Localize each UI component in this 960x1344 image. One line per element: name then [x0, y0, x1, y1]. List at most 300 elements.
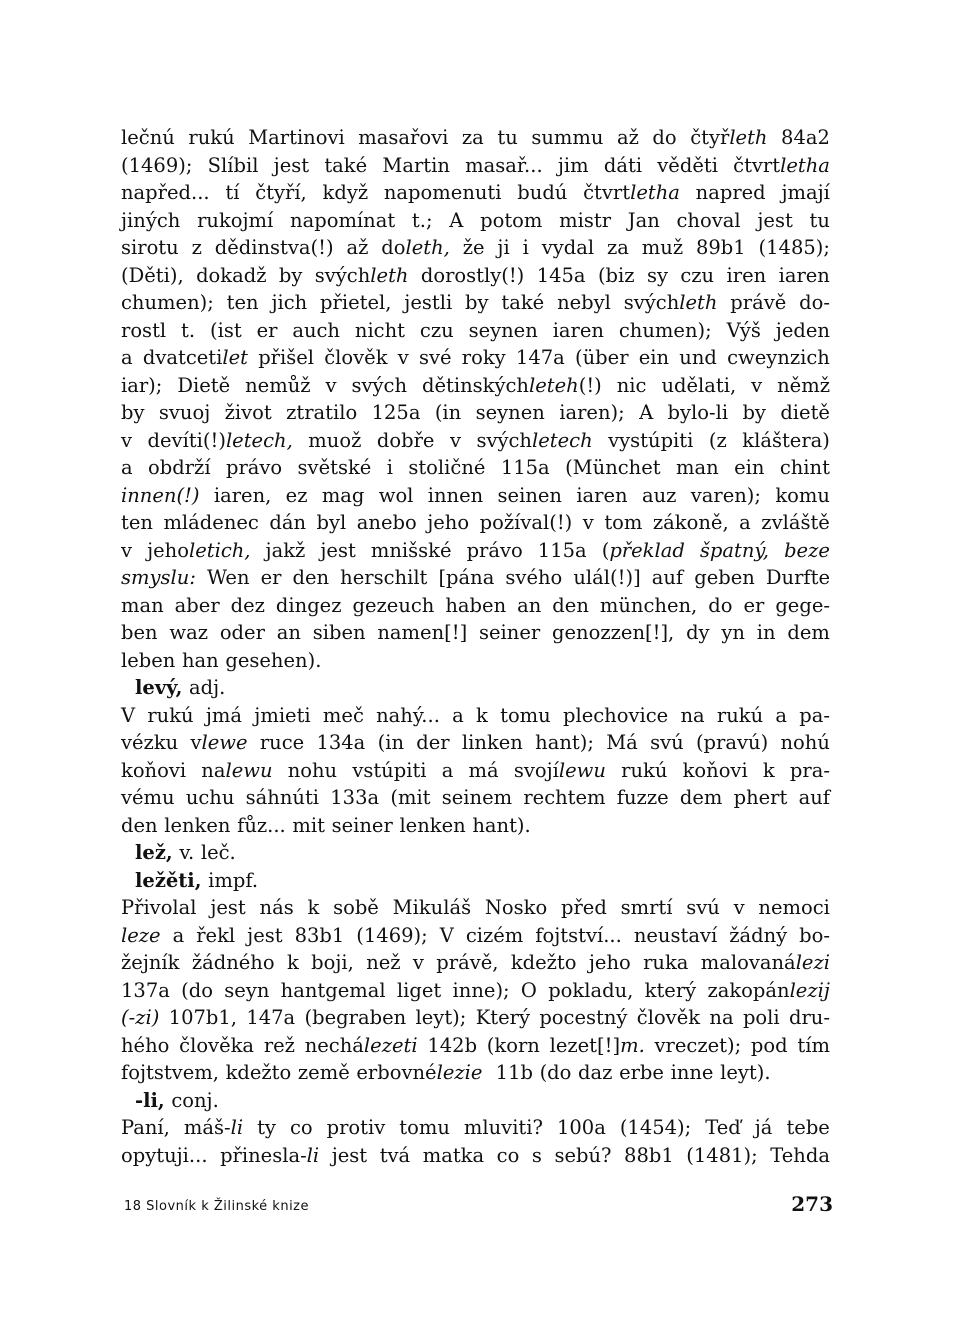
- word: herschilt: [340, 566, 428, 589]
- word: pocestný: [539, 1006, 628, 1029]
- word: hého: [121, 1033, 170, 1057]
- word: lezet[!]m.: [549, 1033, 645, 1057]
- word: (Děti),: [121, 263, 184, 287]
- word: že: [462, 236, 485, 259]
- word: rechtem: [523, 786, 606, 809]
- word: seinen: [497, 483, 562, 507]
- word: přinesla-li: [220, 1143, 320, 1167]
- word: dietě: [780, 401, 830, 424]
- word: řekl: [196, 923, 236, 947]
- word: smyslu:: [121, 566, 196, 589]
- word: ein: [638, 346, 670, 369]
- word: Přivolal: [121, 896, 197, 919]
- word: lewu: [225, 758, 273, 782]
- word: leth: [679, 291, 718, 314]
- word: fojtstvem,: [121, 1061, 219, 1084]
- word: anebo: [356, 511, 417, 534]
- word: a: [775, 703, 788, 727]
- word: bo-: [799, 923, 830, 947]
- word: a: [172, 923, 185, 947]
- word: man: [676, 456, 719, 479]
- text-line: [121, 454, 830, 482]
- word: svú: [686, 896, 720, 919]
- word: let: [222, 346, 248, 369]
- word: adj.: [189, 676, 226, 699]
- text-line: [121, 619, 830, 647]
- entry-headword-line: [121, 839, 830, 867]
- word: právě,: [436, 951, 499, 974]
- word: auch: [292, 318, 340, 342]
- text-line: [121, 592, 830, 620]
- dictionary-text-block: [121, 124, 830, 1169]
- text-line: [121, 317, 830, 345]
- word: (do: [181, 978, 213, 1002]
- word: Jan: [627, 208, 660, 232]
- word: tebe: [786, 1116, 830, 1139]
- word: innen(!): [121, 483, 200, 507]
- word: pra-: [789, 758, 830, 782]
- word: rukú: [716, 703, 764, 727]
- word: jest: [331, 1143, 368, 1167]
- word: fuzze: [616, 786, 669, 809]
- text-line: [121, 729, 830, 757]
- word: Tehda: [770, 1143, 830, 1167]
- word: (1485);: [758, 236, 830, 259]
- word: dobře: [376, 428, 435, 452]
- word: v.: [179, 841, 195, 864]
- word: iaren: [576, 483, 628, 507]
- word: napřed...: [121, 181, 210, 204]
- word: iaren: [552, 318, 604, 342]
- word: hant);: [535, 731, 594, 754]
- word: inne);: [452, 978, 510, 1002]
- word: (-zi): [121, 1006, 160, 1029]
- word: cizém: [465, 923, 524, 947]
- word: co: [289, 1116, 313, 1139]
- word: waz: [169, 621, 208, 644]
- text-line: [121, 482, 830, 510]
- word: Teď: [705, 1116, 741, 1139]
- word: ten: [121, 511, 153, 534]
- word: vlewe: [190, 731, 248, 754]
- word: k: [307, 896, 320, 919]
- word: lečnú: [121, 126, 175, 149]
- word: seiner: [331, 813, 393, 837]
- word: by: [465, 291, 489, 314]
- word: jeden: [775, 318, 830, 342]
- text-line: [121, 702, 830, 730]
- word: nemoci: [758, 896, 830, 919]
- word: impf.: [208, 868, 259, 892]
- word: (1481);: [686, 1143, 758, 1167]
- word: jmá: [205, 703, 243, 727]
- word: by: [278, 263, 303, 287]
- word: auz: [641, 483, 677, 507]
- word: vézku: [121, 731, 179, 754]
- word: jest: [757, 208, 793, 232]
- word: by: [742, 401, 766, 424]
- word: jeho: [588, 951, 631, 974]
- word: und: [679, 346, 717, 369]
- word: chint: [779, 456, 830, 479]
- word: zákoně,: [652, 511, 729, 534]
- text-line: [121, 289, 830, 317]
- word: mnišské: [370, 538, 452, 562]
- text-line: [121, 372, 830, 400]
- word: 142b: [427, 1033, 478, 1057]
- word: Nosko: [484, 896, 548, 919]
- word: dru-: [788, 1006, 830, 1029]
- word: Paní,: [121, 1116, 170, 1139]
- word: lezij: [789, 978, 830, 1002]
- word: tomu: [399, 1116, 450, 1139]
- word: čtyří,: [255, 181, 307, 204]
- word: dem: [679, 786, 723, 809]
- word: man: [121, 593, 164, 617]
- word: masařovi: [358, 126, 449, 149]
- word: rostl: [121, 318, 167, 342]
- word: v: [751, 373, 763, 397]
- footer-signature: 18 Slovník k Žilinské knize: [124, 1199, 310, 1214]
- word: člověk: [636, 1006, 701, 1029]
- word: Má: [606, 731, 638, 754]
- word: v: [449, 428, 461, 452]
- word: nás: [259, 896, 294, 919]
- text-line: [121, 1059, 830, 1087]
- word: 100a: [556, 1116, 606, 1139]
- word: choval: [676, 208, 741, 232]
- word: napred: [695, 181, 766, 204]
- word: věděti: [657, 153, 718, 177]
- word: dez: [230, 593, 265, 617]
- word: než: [366, 951, 401, 974]
- word: (Münchet: [565, 456, 661, 479]
- word: malovanálezi: [700, 951, 830, 974]
- word: jim: [557, 153, 589, 177]
- word: nechálezeti: [304, 1033, 418, 1057]
- word: ben: [121, 621, 158, 644]
- word: jmají: [781, 181, 830, 204]
- word: muož: [308, 428, 362, 452]
- word: budú: [517, 181, 568, 204]
- word: (begraben: [304, 1006, 407, 1029]
- word: právě: [730, 291, 787, 314]
- word: k: [286, 951, 299, 974]
- word: rukú: [188, 126, 235, 149]
- word: (!): [578, 373, 602, 397]
- word: er: [743, 593, 765, 617]
- word: sebú?: [554, 1143, 612, 1167]
- word: li: [230, 1116, 244, 1139]
- word: (korn: [486, 1033, 540, 1057]
- text-line: [121, 207, 830, 235]
- word: právo: [466, 538, 523, 562]
- word: auf: [651, 566, 684, 589]
- word: napomínat: [290, 208, 396, 232]
- word: leze: [121, 923, 161, 947]
- word: ez: [285, 483, 308, 507]
- word: nicht: [354, 318, 406, 342]
- word: (1469);: [356, 923, 428, 947]
- word: obdrží: [148, 456, 211, 479]
- word: 137a: [121, 978, 170, 1002]
- word: dy: [686, 621, 710, 644]
- word: jiných: [121, 208, 181, 232]
- word: jich: [271, 291, 308, 314]
- word: zvláště: [761, 511, 830, 534]
- word: 11b: [495, 1061, 533, 1084]
- word: byl: [316, 511, 347, 534]
- word: 84a2: [781, 126, 830, 149]
- word: dětinskýchleteh(!): [422, 373, 602, 397]
- word: conj.: [171, 1088, 219, 1112]
- word: (in: [434, 401, 462, 424]
- word: chumen);: [121, 291, 214, 314]
- word: seiner: [479, 621, 541, 644]
- word: innen: [427, 483, 484, 507]
- headword: ležěti,: [135, 868, 202, 892]
- word: do: [652, 126, 677, 149]
- text-line: [121, 537, 830, 565]
- word: dem: [787, 621, 830, 644]
- word: m.: [620, 1033, 645, 1057]
- word: chumen);: [618, 318, 712, 342]
- word: má: [468, 758, 499, 782]
- word: svú: [650, 731, 684, 754]
- text-line: [121, 949, 830, 977]
- word: jest: [247, 923, 283, 947]
- word: masař...: [465, 153, 543, 177]
- word: zakopánlezij: [707, 978, 830, 1002]
- word: genozzen[!],: [552, 621, 675, 644]
- word: den: [552, 593, 589, 617]
- word: letich,: [188, 538, 251, 562]
- word: nemůž: [245, 373, 311, 397]
- text-line: [121, 234, 830, 262]
- text-line: [121, 152, 830, 180]
- word: před: [560, 896, 607, 919]
- word: v: [325, 373, 337, 397]
- word: k: [476, 703, 488, 727]
- word: iren: [726, 263, 767, 287]
- word: jeho: [427, 511, 470, 534]
- word: za: [606, 236, 629, 259]
- word: ztratilo: [286, 401, 358, 424]
- word: kdežto: [510, 951, 577, 974]
- word: gege-: [775, 593, 830, 617]
- word: li: [306, 1143, 320, 1167]
- word: rukojmí: [197, 208, 274, 232]
- word: seynen: [475, 401, 545, 424]
- text-line: [121, 1142, 830, 1170]
- word: seinem: [441, 786, 513, 809]
- word: až: [346, 236, 369, 259]
- word: vstúpiti: [352, 758, 427, 782]
- word: letech,: [225, 428, 293, 452]
- word: dán: [269, 511, 307, 534]
- word: který: [644, 978, 697, 1002]
- word: neustaví: [633, 923, 718, 947]
- word: der: [416, 731, 450, 754]
- word: by: [121, 401, 145, 424]
- word: leč.: [200, 841, 236, 864]
- word: t.;: [411, 208, 433, 232]
- word: a: [739, 511, 751, 534]
- word: lezi: [795, 951, 830, 974]
- word: er: [260, 566, 282, 589]
- word: sáhnúti: [245, 786, 320, 809]
- word: inne: [670, 1061, 714, 1084]
- word: muž: [641, 236, 684, 259]
- word: erbovnélezie: [356, 1061, 483, 1084]
- word: Dietě: [177, 373, 231, 397]
- word: 115a: [537, 538, 587, 562]
- word: dorostly(!): [420, 263, 525, 287]
- word: plechovice: [563, 703, 669, 727]
- text-line: [121, 812, 830, 840]
- word: leteh: [529, 373, 579, 397]
- word: dáti: [603, 153, 643, 177]
- word: tu: [497, 126, 518, 149]
- word: pa-: [799, 703, 830, 727]
- word: poli: [742, 1006, 780, 1029]
- word: leben: [121, 648, 176, 672]
- word: němž: [777, 373, 830, 397]
- text-line: [121, 894, 830, 922]
- word: tomu: [500, 703, 551, 727]
- word: summu: [531, 126, 604, 149]
- word: na: [709, 1006, 734, 1029]
- word: czu: [419, 318, 454, 342]
- word: svojílewu: [513, 758, 606, 782]
- word: (pravú): [695, 731, 769, 754]
- word: špatný,: [699, 538, 770, 562]
- word: překlad: [609, 538, 685, 562]
- word: den: [121, 813, 158, 837]
- word: Wen: [206, 566, 250, 589]
- word: v: [412, 951, 424, 974]
- word: leth: [370, 263, 409, 287]
- word: 89b1: [695, 236, 746, 259]
- word: haben: [445, 593, 507, 617]
- word: tu: [809, 208, 830, 232]
- word: (ist: [209, 318, 242, 342]
- word: geben: [694, 566, 755, 589]
- word: dědinstva(!): [214, 236, 334, 259]
- text-line: [121, 564, 830, 592]
- text-line: [121, 1114, 830, 1142]
- word: czu: [680, 263, 715, 287]
- word: erbe: [619, 1061, 664, 1084]
- word: napomenuti: [383, 181, 502, 204]
- word: čtyřleth: [690, 126, 768, 149]
- word: ty: [257, 1116, 276, 1139]
- word: žádného: [191, 951, 275, 974]
- word: hantgemal: [280, 978, 386, 1002]
- word: er: [256, 318, 278, 342]
- word: ji: [497, 236, 510, 259]
- word: 107b1,: [168, 1006, 237, 1029]
- word: Martin: [382, 153, 450, 177]
- word: leyt);: [415, 1006, 467, 1029]
- word: dokadž: [196, 263, 267, 287]
- word: do-: [799, 291, 830, 314]
- word: požíval(!): [479, 511, 573, 534]
- word: 88b1: [624, 1143, 674, 1167]
- word: sy: [646, 263, 668, 287]
- word: mládenec: [163, 511, 259, 534]
- word: meč: [322, 703, 364, 727]
- word: s: [531, 1143, 542, 1167]
- word: A: [449, 208, 464, 232]
- word: 133a: [330, 786, 380, 809]
- word: ulál(!)]: [573, 566, 641, 589]
- word: daz: [578, 1061, 613, 1084]
- word: co: [496, 1143, 520, 1167]
- text-line: [121, 922, 830, 950]
- word: lezie: [436, 1061, 483, 1084]
- word: v: [582, 511, 594, 534]
- word: a: [121, 456, 133, 479]
- text-line: [121, 784, 830, 812]
- word: rukú: [147, 703, 194, 727]
- word: an: [276, 621, 301, 644]
- text-line: [121, 427, 830, 455]
- word: 115a: [500, 456, 550, 479]
- word: mistr: [559, 208, 612, 232]
- word: matka: [422, 1143, 485, 1167]
- text-line: [121, 509, 830, 537]
- word: aber: [174, 593, 220, 617]
- word: přišel: [258, 346, 315, 369]
- word: jest: [320, 538, 356, 562]
- word: nohu: [287, 758, 338, 782]
- word: hant).: [472, 813, 531, 837]
- word: právo: [225, 456, 283, 479]
- word: leth: [729, 126, 768, 149]
- word: až: [616, 126, 639, 149]
- word: jeholetich,: [147, 538, 251, 562]
- word: seyn: [224, 978, 270, 1002]
- word: komu: [775, 483, 830, 507]
- word: ruce: [259, 731, 305, 754]
- text-line: [121, 647, 830, 675]
- word: münchen,: [599, 593, 698, 617]
- word: A: [639, 401, 654, 424]
- word: svuoj: [158, 401, 211, 424]
- word: a: [121, 346, 133, 369]
- word: an: [517, 593, 542, 617]
- word: 145a: [536, 263, 586, 287]
- word: (1454);: [619, 1116, 692, 1139]
- word: han: [181, 648, 219, 672]
- word: V: [121, 703, 136, 727]
- word: Martinovi: [248, 126, 345, 149]
- word: i: [386, 456, 393, 479]
- word: fůz...: [237, 813, 286, 837]
- word: lewe: [201, 731, 248, 754]
- word: koňovi: [682, 758, 748, 782]
- word: čtvrtletha: [733, 153, 830, 177]
- word: a: [452, 703, 464, 727]
- word: kláštera): [742, 428, 830, 452]
- word: lezeti: [363, 1033, 418, 1057]
- word: jakž: [265, 538, 306, 562]
- word: Mikuláš: [392, 896, 472, 919]
- word: 147a: [515, 346, 565, 369]
- word: yn: [721, 621, 745, 644]
- word: (z: [708, 428, 727, 452]
